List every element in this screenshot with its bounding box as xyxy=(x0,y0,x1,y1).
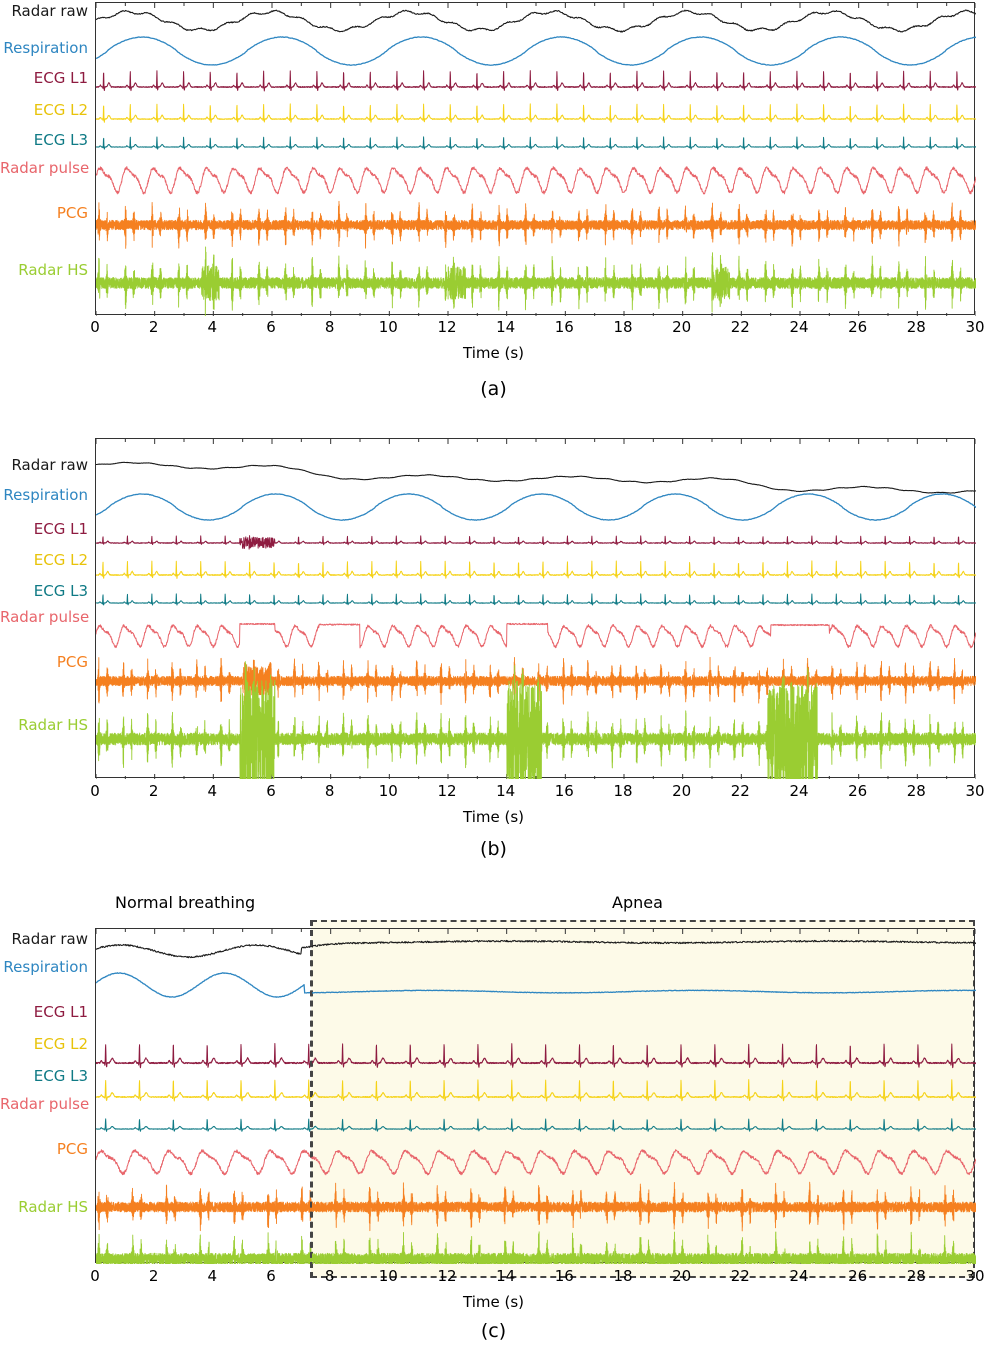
panel-a-traces xyxy=(96,3,974,314)
panel-c-label-radar-pulse: Radar pulse xyxy=(0,1095,90,1113)
panel-a-xtick-3: 6 xyxy=(266,318,276,336)
panel-c-xtick-2: 4 xyxy=(207,1267,218,1285)
panel-c-xtick-3: 6 xyxy=(266,1267,276,1285)
panel-b-xticklabels xyxy=(0,782,987,802)
panel-c-label-ecg-l1: ECG L1 xyxy=(33,1003,88,1021)
panel-c-xtick-0: 0 xyxy=(90,1267,100,1285)
panel-b-axes xyxy=(95,438,975,778)
panel-a-xtick-5: 10 xyxy=(378,318,398,336)
panel-b-label-pcg: PCG xyxy=(56,653,88,671)
panel-b-xtick-14: 28 xyxy=(906,782,926,800)
panel-b-xtick-3: 6 xyxy=(266,782,276,800)
panel-b-letter: (b) xyxy=(480,838,507,860)
panel-a-xtick-14: 28 xyxy=(906,318,926,336)
panel-a-xtick-10: 20 xyxy=(672,318,692,336)
panel-b-traces xyxy=(96,439,974,777)
panel-c-traces xyxy=(96,929,974,1262)
panel-a-label-ecg-l3: ECG L3 xyxy=(33,131,88,149)
panel-b-label-ecg-l2: ECG L2 xyxy=(33,551,88,569)
panel-b-label-radar-pulse: Radar pulse xyxy=(0,608,90,626)
panel-a-label-ecg-l1: ECG L1 xyxy=(33,69,88,87)
panel-b-xtick-1: 2 xyxy=(148,782,159,800)
panel-c-xtick-12: 24 xyxy=(789,1267,809,1285)
panel-c-xtick-9: 18 xyxy=(613,1267,633,1285)
panel-a-axes xyxy=(95,2,975,315)
panel-c-xtick-8: 16 xyxy=(554,1267,574,1285)
panel-a-xtick-13: 26 xyxy=(848,318,868,336)
panel-a-label-radar-raw: Radar raw xyxy=(11,2,88,20)
panel-a xyxy=(0,0,987,410)
apnea-onset-divider xyxy=(310,920,312,1278)
panel-b-xtick-15: 30 xyxy=(965,782,985,800)
panel-c-xtick-15: 30 xyxy=(965,1267,985,1285)
panel-c-xtick-11: 22 xyxy=(730,1267,750,1285)
panel-b-xtick-13: 26 xyxy=(848,782,868,800)
panel-c-label-radar-hs: Radar HS xyxy=(18,1198,88,1216)
panel-c-xticklabels xyxy=(0,1267,987,1287)
panel-c-axes xyxy=(95,928,975,1263)
panel-b-xtick-2: 4 xyxy=(207,782,218,800)
panel-b-xaxis-title: Time (s) xyxy=(463,808,524,826)
panel-a-xtick-6: 12 xyxy=(437,318,457,336)
panel-b-xtick-5: 10 xyxy=(378,782,398,800)
panel-b-xtick-9: 18 xyxy=(613,782,633,800)
panel-b-xtick-6: 12 xyxy=(437,782,457,800)
panel-c-xtick-7: 14 xyxy=(496,1267,516,1285)
panel-a-xtick-15: 30 xyxy=(965,318,985,336)
panel-c-xtick-10: 20 xyxy=(672,1267,692,1285)
panel-c-label-ecg-l2: ECG L2 xyxy=(33,1035,88,1053)
panel-b-xtick-7: 14 xyxy=(496,782,516,800)
panel-c-xaxis-title: Time (s) xyxy=(463,1293,524,1311)
panel-a-xtick-4: 8 xyxy=(324,318,335,336)
panel-c-xtick-4: 8 xyxy=(324,1267,335,1285)
apnea-label: Apnea xyxy=(612,893,663,912)
panel-a-xticklabels xyxy=(0,318,987,338)
panel-c-xtick-6: 12 xyxy=(437,1267,457,1285)
panel-b-label-ecg-l1: ECG L1 xyxy=(33,520,88,538)
panel-a-xtick-7: 14 xyxy=(496,318,516,336)
panel-a-label-radar-hs: Radar HS xyxy=(18,261,88,279)
panel-a-xtick-9: 18 xyxy=(613,318,633,336)
panel-c-label-radar-raw: Radar raw xyxy=(11,930,88,948)
panel-a-label-pcg: PCG xyxy=(56,204,88,222)
panel-a-label-radar-pulse: Radar pulse xyxy=(0,159,90,177)
panel-b-xtick-11: 22 xyxy=(730,782,750,800)
normal-breathing-label: Normal breathing xyxy=(115,893,256,912)
panel-b-label-radar-hs: Radar HS xyxy=(18,716,88,734)
panel-b-xtick-4: 8 xyxy=(324,782,335,800)
panel-a-xtick-0: 0 xyxy=(90,318,100,336)
panel-a-xtick-2: 4 xyxy=(207,318,218,336)
panel-c-label-ecg-l3: ECG L3 xyxy=(33,1067,88,1085)
panel-b-label-ecg-l3: ECG L3 xyxy=(33,582,88,600)
panel-c-label-pcg: PCG xyxy=(56,1140,88,1158)
panel-b-xtick-0: 0 xyxy=(90,782,100,800)
panel-a-xtick-11: 22 xyxy=(730,318,750,336)
panel-c-letter: (c) xyxy=(480,1320,507,1342)
panel-a-xtick-12: 24 xyxy=(789,318,809,336)
panel-c xyxy=(0,880,987,1347)
panel-c-xtick-14: 28 xyxy=(906,1267,926,1285)
panel-c-xtick-5: 10 xyxy=(378,1267,398,1285)
panel-a-letter: (a) xyxy=(480,378,507,400)
panel-b-xtick-10: 20 xyxy=(672,782,692,800)
panel-b xyxy=(0,430,987,860)
panel-b-label-radar-raw: Radar raw xyxy=(11,456,88,474)
panel-a-xaxis-title: Time (s) xyxy=(463,344,524,362)
panel-a-label-respiration: Respiration xyxy=(3,39,88,57)
panel-a-label-ecg-l2: ECG L2 xyxy=(33,101,88,119)
panel-b-label-respiration: Respiration xyxy=(3,486,88,504)
panel-c-label-respiration: Respiration xyxy=(3,958,88,976)
panel-a-xtick-1: 2 xyxy=(148,318,159,336)
panel-b-xtick-12: 24 xyxy=(789,782,809,800)
panel-b-xtick-8: 16 xyxy=(554,782,574,800)
panel-a-xtick-8: 16 xyxy=(554,318,574,336)
panel-c-xtick-1: 2 xyxy=(148,1267,159,1285)
panel-c-xtick-13: 26 xyxy=(848,1267,868,1285)
